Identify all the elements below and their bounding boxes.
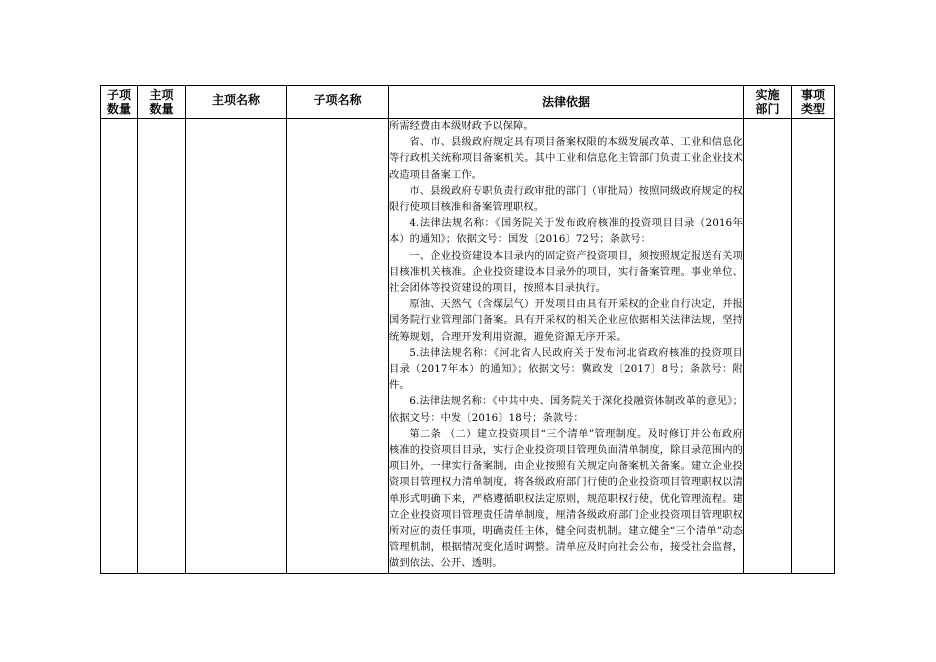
header-main-count: 主项 数量: [138, 86, 186, 119]
legal-paragraph: 所需经费由本级财政予以保障。: [389, 121, 534, 132]
cell-legal-basis: [389, 119, 744, 574]
legal-paragraph: 省、市、县级政府规定具有项目备案权限的本级发展改革、工业和信息化等行政机关统称项目备案机关。其中工业和信息化主管部门负责工业企业技术改造项目备案工作。: [389, 137, 743, 181]
legal-paragraph: 5.法律法规名称：《河北省人民政府关于发布河北省政府核准的投资项目目录（2017年本）的通知》；依据文号：冀政发〔2017〕8号；条款号：附件。: [389, 347, 743, 392]
table-row: [101, 119, 835, 574]
header-item-type: 事项 类型: [792, 86, 835, 119]
cell-dept: [744, 119, 792, 574]
legal-paragraph: 4.法律法规名称：《国务院关于发布政府核准的投资项目目录（2016年本）的通知》；依据文号：国发〔2016〕72号；条款号：: [389, 218, 743, 246]
legal-basis-table: [100, 85, 835, 574]
legal-paragraph: 第二条 （二）建立投资项目“三个清单”管理制度。及时修订并公布政府核准的投资项目目录，实行企业投资项目管理负面清单制度，除目录范围内的项目外，一律实行备案制，由企业按照有关规定向备案机关备案。建立企业投资项目管理权力清单制度，将各级政府部门行使的企业投资项目管理职权以清单形式明确下来，严格遵循职权法定原则，规范职权行使，优化管理流程。建立企业投资项目管理责任清单制度，厘清各级政府部门企业投资项目管理职权所对应的责任事项，明确责任主体，健全问责机制。建立健全“三个清单”动态管理机制，根据情况变化适时调整。清单应及时向社会公布，接受社会监督，做到依法、公开、透明。: [389, 428, 743, 570]
header-legal-basis: 法律依据: [389, 86, 744, 119]
legal-paragraph: 市、县级政府专职负责行政审批的部门（审批局）按照同级政府规定的权限行使项目核准和备案管理职权。: [389, 185, 743, 214]
cell-sub-name: [287, 119, 389, 574]
legal-paragraph: 6.法律法规名称：《中共中央、国务院关于深化投融资体制改革的意见》；依据文号：中发〔2016〕18号；条款号：: [389, 396, 743, 424]
cell-main-count: [138, 119, 186, 574]
header-main-name: 主项名称: [186, 86, 287, 119]
table-header-row: [101, 86, 835, 119]
cell-main-name: [186, 119, 287, 574]
cell-item-type: [792, 119, 835, 574]
header-sub-count: 子项 数量: [101, 86, 138, 119]
legal-paragraph: 一、企业投资建设本目录内的固定资产投资项目，须按照规定报送有关项目核准机关核准。企业投资建设本目录外的项目，实行备案管理。事业单位、社会团体等投资建设的项目，按照本目录执行。: [389, 250, 743, 295]
legal-paragraph: 原油、天然气（含煤层气）开发项目由具有开采权的企业自行决定，并报国务院行业管理部门备案。具有开采权的相关企业应依据相关法律法规，坚持统筹规划，合理开发利用资源，避免资源无序开采。: [389, 299, 743, 343]
cell-sub-count: [101, 119, 138, 574]
header-sub-name: 子项名称: [287, 86, 389, 119]
header-dept: 实施 部门: [744, 86, 792, 119]
